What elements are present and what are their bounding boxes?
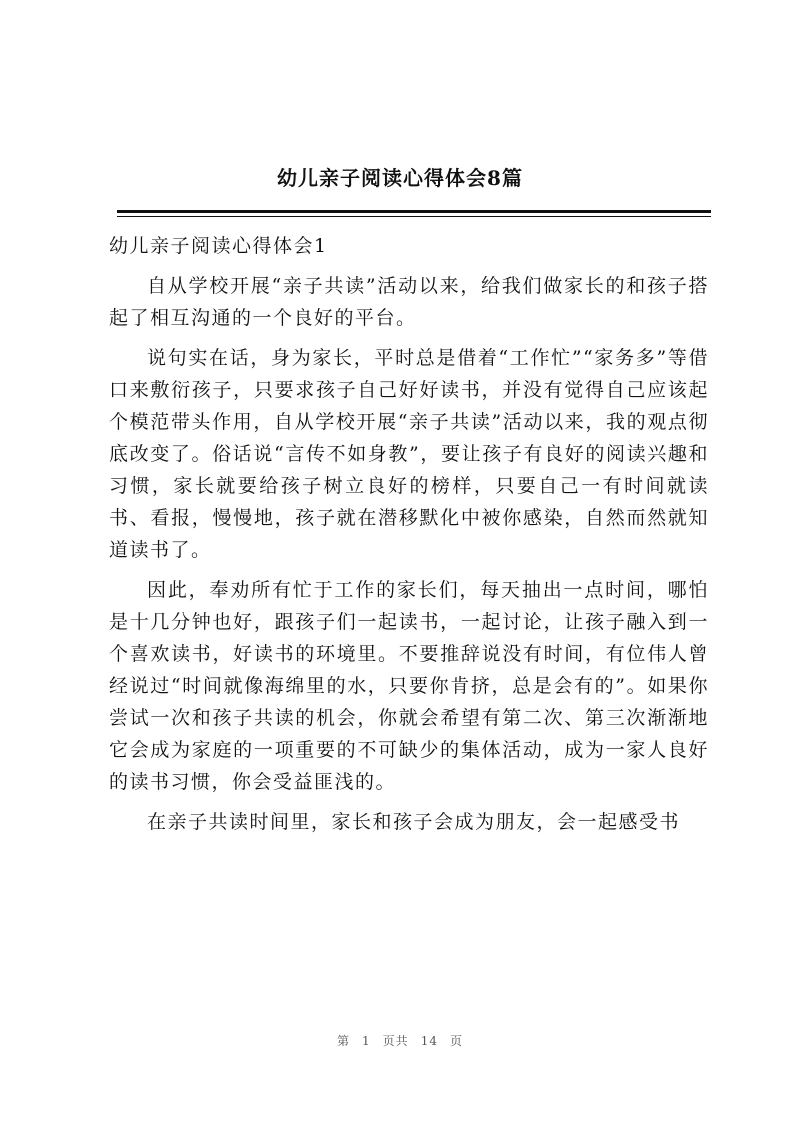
document-title: 幼儿亲子阅读心得体会8篇 — [277, 166, 523, 190]
footer-page-number: 1 — [362, 1034, 371, 1048]
document-body — [109, 230, 709, 838]
title-rule-thick — [117, 210, 711, 213]
paragraph-1: 自从学校开展“亲子共读”活动以来，给我们做家长的和孩子搭起了相互沟通的一个良好的平台。 — [109, 275, 709, 329]
paragraph-3: 因此，奉劝所有忙于工作的家长们，每天抽出一点时间，哪怕是十几分钟也好，跟孩子们一起读书，一起讨论，让孩子融入到一个喜欢读书，好读书的环境里。不要推辞说没有时间，有位伟人曾经说过“时间就像海绵里的水，只要你肯挤，总是会有的”。如果你尝试一次和孩子共读的机会，你就会希望有第二次、第三次渐渐地它会成为家庭的一项重要的不可缺少的集体活动，成为一家人良好的读书习惯，你会受益匪浅的。 — [109, 579, 709, 793]
paragraph-4: 在亲子共读时间里，家长和孩子会成为朋友，会一起感受书 — [147, 811, 681, 833]
footer-page-suffix: 页 — [449, 1034, 463, 1048]
paragraph-2: 说句实在话，身为家长，平时总是借着“工作忙”“家务多”等借口来敷衍孩子，只要求孩子自己好好读书，并没有觉得自己应该起个模范带头作用，自从学校开展“亲子共读”活动以来，我的观点彻底改变了。俗话说“言传不如身教”，要让孩子有良好的阅读兴趣和习惯，家长就要给孩子树立良好的榜样，只要自己一有时间就读书、看报，慢慢地，孩子就在潜移默化中被你感染，自然而然就知道读书了。 — [109, 347, 709, 561]
section-heading: 幼儿亲子阅读心得体会1 — [109, 235, 328, 257]
footer-total-pages: 14 — [420, 1034, 438, 1048]
footer-page-prefix: 第 — [337, 1034, 351, 1048]
title-rule-thin — [117, 216, 711, 217]
footer-page-middle: 页共 — [382, 1034, 409, 1048]
page-footer — [0, 1032, 800, 1049]
